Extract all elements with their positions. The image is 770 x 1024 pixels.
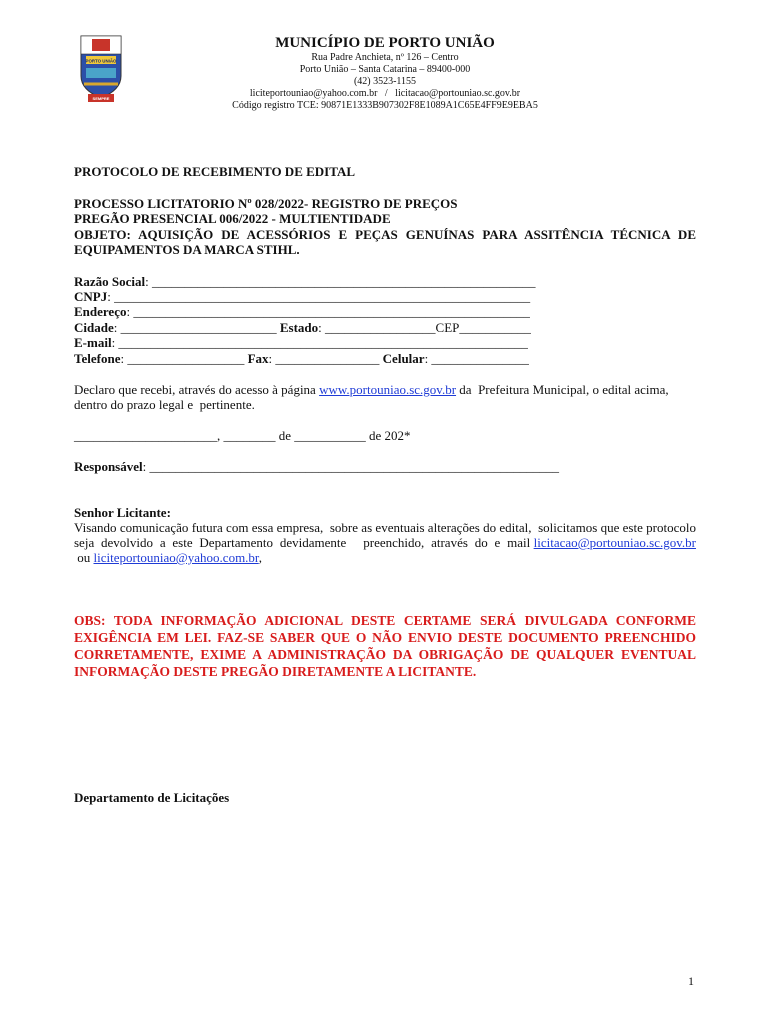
letterhead — [200, 34, 570, 112]
fax-label: Fax — [247, 351, 269, 366]
form-cnpj[interactable] — [74, 289, 696, 304]
declaration-paragraph — [74, 382, 696, 412]
email-label: E-mail — [74, 335, 112, 350]
form-cidade-estado-cep[interactable] — [74, 320, 696, 335]
emails-line: liciteportouniao@yahoo.com.br / licitacao@portouniao.sc.gov.br — [249, 88, 521, 99]
object-line: OBJETO: AQUISIÇÃO DE ACESSÓRIOS E PEÇAS GENUÍNAS PARA ASSITÊNCIA TÉCNICA DE EQUIPAMENTOS DA MARCA STIHL. — [74, 227, 696, 257]
form-email[interactable] — [74, 335, 696, 350]
estado-line: : _________________ — [318, 320, 436, 335]
cidade-label: Cidade — [74, 320, 114, 335]
licitante-title: Senhor Licitante: — [74, 505, 171, 520]
licitante-text: Visando comunicação futura com essa empresa, sobre as eventuais alterações do edital, solicitamos que este protocolo seja devolvido a este Departamento devidamente preenchido, através do e mail — [74, 520, 703, 550]
protocol-title: PROTOCOLO DE RECEBIMENTO DE EDITAL — [74, 164, 355, 179]
cnpj-line: : ________________________________________________________________ — [107, 289, 531, 304]
licite-email-link[interactable]: liciteportouniao@yahoo.com.br — [93, 550, 259, 565]
responsavel-line: : _______________________________________________________________ — [142, 459, 559, 474]
celular-label: Celular — [382, 351, 425, 366]
licitante-connector: ou — [74, 550, 94, 565]
crest-motto: SEMPRE — [92, 96, 110, 101]
process-line: PROCESSO LICITATORIO Nº 028/2022- REGISTRO DE PREÇOS — [74, 196, 458, 211]
declaration-text-before: Declaro que recebi, através do acesso à página — [74, 382, 320, 397]
cep-line: ___________ — [459, 320, 531, 335]
razao-label: Razão Social — [74, 274, 146, 289]
endereco-line: : _____________________________________________________________ — [126, 304, 530, 319]
endereco-label: Endereço — [74, 304, 127, 319]
form-telefone-fax-celular[interactable] — [74, 351, 696, 366]
declaration-text-after: da Prefeitura Municipal, o edital acima, dentro do prazo legal e pertinente. — [74, 382, 672, 412]
responsavel-field[interactable] — [74, 459, 696, 474]
crest-text: PORTO UNIÃO — [85, 58, 117, 64]
licitante-end: , — [258, 550, 262, 565]
estado-label: Estado — [279, 320, 319, 335]
email-line: : _______________________________________________________________ — [111, 335, 528, 350]
responsavel-label: Responsável — [74, 459, 143, 474]
signature-department: Departamento de Licitações — [74, 790, 230, 805]
address-line: Rua Padre Anchieta, nº 126 – Centro — [311, 52, 459, 63]
form-razao-social[interactable] — [74, 274, 696, 289]
website-link[interactable]: www.portouniao.sc.gov.br — [319, 382, 457, 397]
licitante-paragraph — [74, 520, 703, 565]
obs-notice: OBS: TODA INFORMAÇÃO ADICIONAL DESTE CERTAME SERÁ DIVULGADA CONFORME EXIGÊNCIA EM LEI. FAZ-SE SABER QUE O NÃO ENVIO DESTE DOCUMENTO PREENCHIDO CORRETAMENTE, EXIME A ADMINISTRAÇÃO DA OBRIGAÇÃO DE QUALQUER EVENTUAL INFORMAÇÃO DESTE PREGÃO DIRETAMENTE A LICITANTE. — [74, 613, 696, 679]
cidade-line: : ________________________ — [113, 320, 280, 335]
cnpj-label: CNPJ — [74, 289, 108, 304]
date-line[interactable]: ______________________, ________ de ___________ de 202* — [74, 428, 411, 443]
fax-line: : ________________ — [268, 351, 383, 366]
tce-code-line: Código registro TCE: 90871E1333B907302F8E1089A1C65E4FF9E9EBA5 — [232, 100, 538, 111]
phone-line: (42) 3523-1155 — [353, 76, 417, 87]
pregao-line: PREGÃO PRESENCIAL 006/2022 - MULTIENTIDADE — [74, 211, 391, 226]
page-number: 1 — [688, 974, 694, 988]
city-line: Porto União – Santa Catarina – 89400-000 — [299, 64, 471, 75]
razao-line: : ___________________________________________________________ — [145, 274, 536, 289]
municipal-crest-logo — [78, 32, 124, 104]
telefone-label: Telefone — [74, 351, 121, 366]
org-name: MUNICÍPIO DE PORTO UNIÃO — [275, 35, 495, 51]
licitacao-email-link[interactable]: licitacao@portouniao.sc.gov.br — [533, 535, 696, 550]
celular-line: : _______________ — [424, 351, 529, 366]
cep-label: CEP — [435, 320, 460, 335]
telefone-line: : __________________ — [120, 351, 248, 366]
form-endereco[interactable] — [74, 304, 696, 319]
